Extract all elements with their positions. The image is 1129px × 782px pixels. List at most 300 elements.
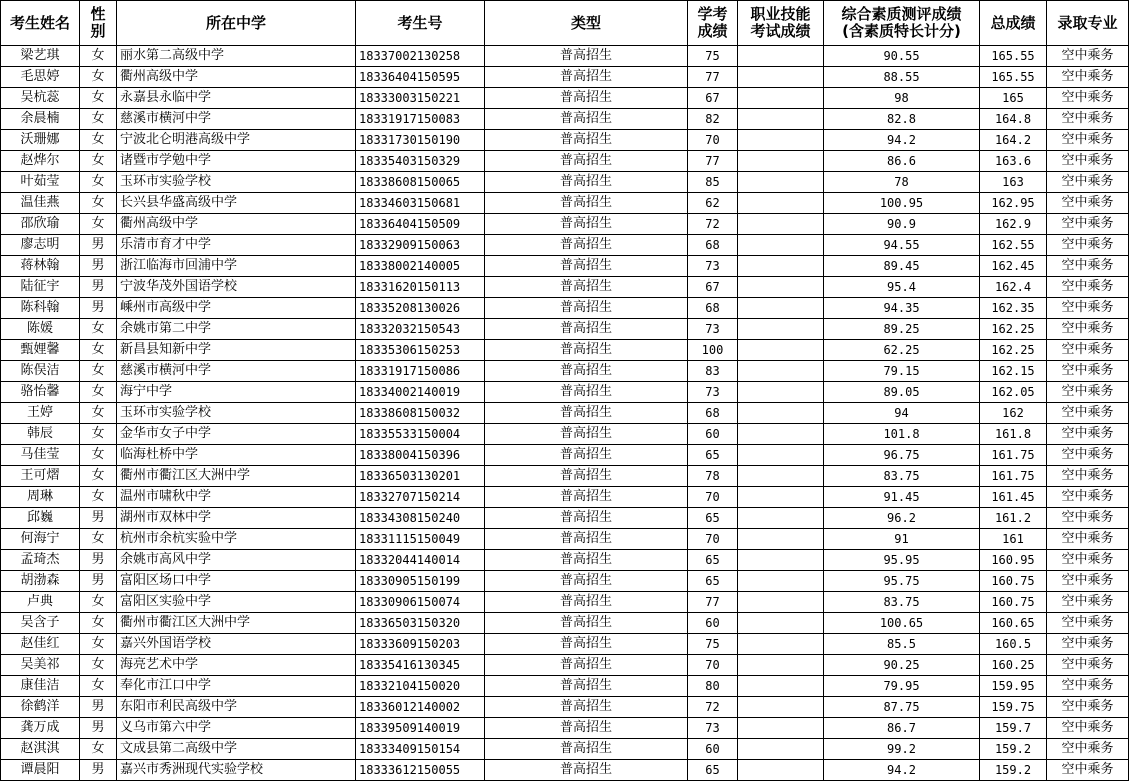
cell-type: 普高招生 — [485, 445, 688, 466]
cell-school: 东阳市利民高级中学 — [117, 697, 356, 718]
cell-gender: 女 — [80, 319, 117, 340]
cell-type: 普高招生 — [485, 298, 688, 319]
cell-name: 韩辰 — [1, 424, 80, 445]
cell-gender: 女 — [80, 655, 117, 676]
cell-gender: 女 — [80, 67, 117, 88]
cell-zy-score — [738, 676, 824, 697]
table-row — [1, 277, 1129, 298]
cell-zy-score — [738, 718, 824, 739]
cell-type: 普高招生 — [485, 151, 688, 172]
cell-type: 普高招生 — [485, 193, 688, 214]
cell-exam-no: 18332909150063 — [356, 235, 485, 256]
header-gender-line1: 性 — [90, 5, 106, 23]
cell-name: 吴美祁 — [1, 655, 80, 676]
cell-school: 文成县第二高级中学 — [117, 739, 356, 760]
cell-exam-no: 18335403150329 — [356, 151, 485, 172]
cell-zh-score: 95.4 — [824, 277, 980, 298]
cell-exam-no: 18337002130258 — [356, 46, 485, 67]
cell-zy-score — [738, 655, 824, 676]
cell-total: 159.75 — [980, 697, 1047, 718]
cell-zy-score — [738, 445, 824, 466]
cell-gender: 女 — [80, 214, 117, 235]
header-total: 总成绩 — [980, 1, 1047, 46]
table-row — [1, 445, 1129, 466]
cell-school: 温州市啸秋中学 — [117, 487, 356, 508]
cell-name: 骆怡馨 — [1, 382, 80, 403]
header-xk-line1: 学考 — [697, 5, 728, 23]
header-zy-line2: 考试成绩 — [750, 22, 811, 40]
cell-xk-score: 60 — [688, 613, 738, 634]
cell-zy-score — [738, 739, 824, 760]
cell-type: 普高招生 — [485, 130, 688, 151]
cell-total: 161.45 — [980, 487, 1047, 508]
cell-school: 嘉兴外国语学校 — [117, 634, 356, 655]
cell-zy-score — [738, 529, 824, 550]
table-row — [1, 613, 1129, 634]
cell-type: 普高招生 — [485, 508, 688, 529]
cell-gender: 女 — [80, 46, 117, 67]
header-xk-score — [688, 1, 738, 46]
cell-type: 普高招生 — [485, 88, 688, 109]
cell-zh-score: 89.05 — [824, 382, 980, 403]
cell-total: 159.7 — [980, 718, 1047, 739]
cell-total: 165.55 — [980, 46, 1047, 67]
cell-total: 160.65 — [980, 613, 1047, 634]
header-row — [1, 1, 1129, 46]
cell-exam-no: 18336012140002 — [356, 697, 485, 718]
cell-name: 余晨楠 — [1, 109, 80, 130]
cell-total: 161 — [980, 529, 1047, 550]
cell-name: 康佳洁 — [1, 676, 80, 697]
table-row — [1, 676, 1129, 697]
cell-xk-score: 70 — [688, 529, 738, 550]
cell-zy-score — [738, 382, 824, 403]
table-row — [1, 697, 1129, 718]
cell-major: 空中乘务 — [1047, 571, 1129, 592]
cell-xk-score: 73 — [688, 718, 738, 739]
table-row — [1, 172, 1129, 193]
cell-major: 空中乘务 — [1047, 214, 1129, 235]
cell-type: 普高招生 — [485, 361, 688, 382]
cell-type: 普高招生 — [485, 46, 688, 67]
cell-exam-no: 18333003150221 — [356, 88, 485, 109]
cell-name: 叶茹莹 — [1, 172, 80, 193]
cell-gender: 男 — [80, 298, 117, 319]
table-row — [1, 67, 1129, 88]
table-row — [1, 655, 1129, 676]
cell-zh-score: 88.55 — [824, 67, 980, 88]
cell-xk-score: 67 — [688, 277, 738, 298]
table-row — [1, 403, 1129, 424]
cell-gender: 女 — [80, 361, 117, 382]
cell-name: 蒋林翰 — [1, 256, 80, 277]
table-row — [1, 46, 1129, 67]
cell-school: 慈溪市横河中学 — [117, 109, 356, 130]
cell-gender: 女 — [80, 382, 117, 403]
cell-gender: 女 — [80, 340, 117, 361]
cell-total: 161.8 — [980, 424, 1047, 445]
cell-exam-no: 18332044140014 — [356, 550, 485, 571]
cell-name: 沃珊娜 — [1, 130, 80, 151]
cell-school: 海亮艺术中学 — [117, 655, 356, 676]
cell-gender: 女 — [80, 739, 117, 760]
cell-exam-no: 18332032150543 — [356, 319, 485, 340]
cell-major: 空中乘务 — [1047, 277, 1129, 298]
cell-major: 空中乘务 — [1047, 109, 1129, 130]
cell-total: 162.9 — [980, 214, 1047, 235]
header-xk-line2: 成绩 — [697, 22, 728, 40]
cell-major: 空中乘务 — [1047, 508, 1129, 529]
cell-total: 163.6 — [980, 151, 1047, 172]
cell-xk-score: 75 — [688, 634, 738, 655]
cell-type: 普高招生 — [485, 403, 688, 424]
cell-school: 长兴县华盛高级中学 — [117, 193, 356, 214]
cell-xk-score: 77 — [688, 151, 738, 172]
cell-zh-score: 89.45 — [824, 256, 980, 277]
cell-zh-score: 94.55 — [824, 235, 980, 256]
cell-major: 空中乘务 — [1047, 466, 1129, 487]
cell-xk-score: 83 — [688, 361, 738, 382]
cell-gender: 男 — [80, 508, 117, 529]
cell-major: 空中乘务 — [1047, 151, 1129, 172]
cell-gender: 男 — [80, 256, 117, 277]
cell-name: 陆征宇 — [1, 277, 80, 298]
table-body — [1, 46, 1129, 781]
cell-zy-score — [738, 466, 824, 487]
cell-gender: 女 — [80, 445, 117, 466]
cell-zh-score: 100.95 — [824, 193, 980, 214]
cell-xk-score: 75 — [688, 46, 738, 67]
cell-type: 普高招生 — [485, 382, 688, 403]
cell-school: 浙江临海市回浦中学 — [117, 256, 356, 277]
table-row — [1, 88, 1129, 109]
cell-zy-score — [738, 46, 824, 67]
cell-exam-no: 18331115150049 — [356, 529, 485, 550]
cell-xk-score: 60 — [688, 424, 738, 445]
cell-major: 空中乘务 — [1047, 634, 1129, 655]
cell-zy-score — [738, 613, 824, 634]
cell-school: 诸暨市学勉中学 — [117, 151, 356, 172]
cell-name: 龚万成 — [1, 718, 80, 739]
cell-major: 空中乘务 — [1047, 760, 1129, 781]
cell-type: 普高招生 — [485, 697, 688, 718]
cell-xk-score: 77 — [688, 67, 738, 88]
header-gender-line2: 别 — [90, 22, 106, 40]
cell-total: 159.2 — [980, 760, 1047, 781]
table-row — [1, 109, 1129, 130]
cell-zh-score: 89.25 — [824, 319, 980, 340]
cell-zh-score: 86.6 — [824, 151, 980, 172]
cell-gender: 女 — [80, 151, 117, 172]
cell-gender: 女 — [80, 424, 117, 445]
cell-school: 嘉兴市秀洲现代实验学校 — [117, 760, 356, 781]
cell-gender: 女 — [80, 193, 117, 214]
cell-zy-score — [738, 298, 824, 319]
cell-name: 马佳莹 — [1, 445, 80, 466]
table-row — [1, 256, 1129, 277]
cell-exam-no: 18338002140005 — [356, 256, 485, 277]
table-row — [1, 466, 1129, 487]
table-row — [1, 151, 1129, 172]
header-gender — [80, 1, 117, 46]
table-row — [1, 130, 1129, 151]
cell-exam-no: 18338608150065 — [356, 172, 485, 193]
cell-major: 空中乘务 — [1047, 46, 1129, 67]
cell-name: 梁艺琪 — [1, 46, 80, 67]
cell-type: 普高招生 — [485, 487, 688, 508]
table-row — [1, 235, 1129, 256]
cell-exam-no: 18334603150681 — [356, 193, 485, 214]
cell-zh-score: 95.75 — [824, 571, 980, 592]
cell-exam-no: 18334002140019 — [356, 382, 485, 403]
cell-type: 普高招生 — [485, 739, 688, 760]
cell-zy-score — [738, 592, 824, 613]
cell-zh-score: 91.45 — [824, 487, 980, 508]
cell-major: 空中乘务 — [1047, 592, 1129, 613]
cell-name: 徐鹤洋 — [1, 697, 80, 718]
cell-exam-no: 18332104150020 — [356, 676, 485, 697]
cell-name: 卢典 — [1, 592, 80, 613]
table-row — [1, 529, 1129, 550]
cell-school: 富阳区实验中学 — [117, 592, 356, 613]
cell-type: 普高招生 — [485, 592, 688, 613]
cell-exam-no: 18338004150396 — [356, 445, 485, 466]
header-name: 考生姓名 — [1, 1, 80, 46]
cell-zh-score: 100.65 — [824, 613, 980, 634]
cell-type: 普高招生 — [485, 319, 688, 340]
table-row — [1, 319, 1129, 340]
cell-gender: 男 — [80, 571, 117, 592]
cell-school: 丽水第二高级中学 — [117, 46, 356, 67]
cell-zy-score — [738, 67, 824, 88]
cell-xk-score: 85 — [688, 172, 738, 193]
cell-zh-score: 91 — [824, 529, 980, 550]
cell-gender: 女 — [80, 529, 117, 550]
cell-name: 胡渤森 — [1, 571, 80, 592]
cell-name: 陈俣洁 — [1, 361, 80, 382]
cell-total: 159.2 — [980, 739, 1047, 760]
cell-xk-score: 68 — [688, 403, 738, 424]
cell-zh-score: 83.75 — [824, 592, 980, 613]
cell-xk-score: 100 — [688, 340, 738, 361]
cell-xk-score: 73 — [688, 319, 738, 340]
cell-school: 嵊州市高级中学 — [117, 298, 356, 319]
cell-exam-no: 18338608150032 — [356, 403, 485, 424]
cell-gender: 男 — [80, 277, 117, 298]
cell-gender: 女 — [80, 634, 117, 655]
table-row — [1, 298, 1129, 319]
cell-xk-score: 72 — [688, 697, 738, 718]
cell-xk-score: 72 — [688, 214, 738, 235]
cell-zy-score — [738, 760, 824, 781]
cell-type: 普高招生 — [485, 109, 688, 130]
cell-type: 普高招生 — [485, 676, 688, 697]
cell-major: 空中乘务 — [1047, 172, 1129, 193]
cell-exam-no: 18339509140019 — [356, 718, 485, 739]
cell-gender: 女 — [80, 130, 117, 151]
cell-xk-score: 77 — [688, 592, 738, 613]
cell-xk-score: 73 — [688, 382, 738, 403]
cell-school: 玉环市实验学校 — [117, 172, 356, 193]
cell-school: 宁波华茂外国语学校 — [117, 277, 356, 298]
cell-major: 空中乘务 — [1047, 529, 1129, 550]
cell-type: 普高招生 — [485, 235, 688, 256]
cell-zh-score: 95.95 — [824, 550, 980, 571]
cell-exam-no: 18331620150113 — [356, 277, 485, 298]
cell-gender: 男 — [80, 550, 117, 571]
cell-school: 永嘉县永临中学 — [117, 88, 356, 109]
table-row — [1, 718, 1129, 739]
cell-total: 162.95 — [980, 193, 1047, 214]
cell-school: 杭州市余杭实验中学 — [117, 529, 356, 550]
cell-zh-score: 99.2 — [824, 739, 980, 760]
cell-name: 甄娌馨 — [1, 340, 80, 361]
cell-major: 空中乘务 — [1047, 718, 1129, 739]
cell-name: 赵淇淇 — [1, 739, 80, 760]
cell-zh-score: 62.25 — [824, 340, 980, 361]
cell-zh-score: 101.8 — [824, 424, 980, 445]
cell-gender: 女 — [80, 88, 117, 109]
cell-exam-no: 18335416130345 — [356, 655, 485, 676]
cell-school: 临海杜桥中学 — [117, 445, 356, 466]
cell-total: 162.25 — [980, 319, 1047, 340]
cell-zy-score — [738, 235, 824, 256]
cell-gender: 女 — [80, 676, 117, 697]
cell-school: 富阳区场口中学 — [117, 571, 356, 592]
cell-name: 赵佳红 — [1, 634, 80, 655]
cell-school: 余姚市高风中学 — [117, 550, 356, 571]
cell-type: 普高招生 — [485, 634, 688, 655]
cell-xk-score: 70 — [688, 130, 738, 151]
cell-type: 普高招生 — [485, 67, 688, 88]
cell-exam-no: 18333609150203 — [356, 634, 485, 655]
cell-total: 161.75 — [980, 445, 1047, 466]
cell-school: 新昌县知新中学 — [117, 340, 356, 361]
cell-xk-score: 70 — [688, 487, 738, 508]
cell-name: 毛思婷 — [1, 67, 80, 88]
table-row — [1, 424, 1129, 445]
cell-exam-no: 18330906150074 — [356, 592, 485, 613]
cell-major: 空中乘务 — [1047, 403, 1129, 424]
cell-exam-no: 18334308150240 — [356, 508, 485, 529]
cell-zy-score — [738, 193, 824, 214]
cell-zh-score: 78 — [824, 172, 980, 193]
table-row — [1, 739, 1129, 760]
cell-gender: 女 — [80, 592, 117, 613]
cell-major: 空中乘务 — [1047, 676, 1129, 697]
cell-school: 乐清市育才中学 — [117, 235, 356, 256]
cell-major: 空中乘务 — [1047, 361, 1129, 382]
cell-xk-score: 60 — [688, 739, 738, 760]
cell-total: 164.2 — [980, 130, 1047, 151]
cell-name: 谭晨阳 — [1, 760, 80, 781]
cell-zh-score: 79.95 — [824, 676, 980, 697]
cell-major: 空中乘务 — [1047, 487, 1129, 508]
cell-total: 162.45 — [980, 256, 1047, 277]
table-row — [1, 361, 1129, 382]
cell-zy-score — [738, 256, 824, 277]
cell-zy-score — [738, 319, 824, 340]
cell-major: 空中乘务 — [1047, 424, 1129, 445]
cell-xk-score: 70 — [688, 655, 738, 676]
cell-xk-score: 65 — [688, 445, 738, 466]
cell-xk-score: 68 — [688, 298, 738, 319]
cell-total: 162 — [980, 403, 1047, 424]
cell-xk-score: 65 — [688, 550, 738, 571]
cell-type: 普高招生 — [485, 529, 688, 550]
cell-zh-score: 96.2 — [824, 508, 980, 529]
cell-name: 孟琦杰 — [1, 550, 80, 571]
cell-zy-score — [738, 340, 824, 361]
cell-total: 164.8 — [980, 109, 1047, 130]
cell-name: 廖志明 — [1, 235, 80, 256]
cell-type: 普高招生 — [485, 655, 688, 676]
header-type: 类型 — [485, 1, 688, 46]
header-major: 录取专业 — [1047, 1, 1129, 46]
table-row — [1, 487, 1129, 508]
cell-name: 邱巍 — [1, 508, 80, 529]
cell-xk-score: 65 — [688, 571, 738, 592]
cell-zy-score — [738, 508, 824, 529]
cell-exam-no: 18336404150595 — [356, 67, 485, 88]
cell-xk-score: 62 — [688, 193, 738, 214]
cell-zh-score: 98 — [824, 88, 980, 109]
cell-exam-no: 18332707150214 — [356, 487, 485, 508]
cell-major: 空中乘务 — [1047, 382, 1129, 403]
cell-type: 普高招生 — [485, 571, 688, 592]
cell-zy-score — [738, 172, 824, 193]
cell-school: 海宁中学 — [117, 382, 356, 403]
cell-name: 邵欣瑜 — [1, 214, 80, 235]
cell-major: 空中乘务 — [1047, 655, 1129, 676]
cell-exam-no: 18335306150253 — [356, 340, 485, 361]
cell-gender: 女 — [80, 403, 117, 424]
cell-school: 玉环市实验学校 — [117, 403, 356, 424]
cell-type: 普高招生 — [485, 256, 688, 277]
cell-zy-score — [738, 634, 824, 655]
cell-type: 普高招生 — [485, 424, 688, 445]
cell-total: 161.2 — [980, 508, 1047, 529]
cell-exam-no: 18336503150320 — [356, 613, 485, 634]
cell-zy-score — [738, 361, 824, 382]
cell-school: 义乌市第六中学 — [117, 718, 356, 739]
cell-school: 衢州高级中学 — [117, 214, 356, 235]
cell-gender: 女 — [80, 466, 117, 487]
cell-type: 普高招生 — [485, 613, 688, 634]
cell-xk-score: 73 — [688, 256, 738, 277]
cell-major: 空中乘务 — [1047, 445, 1129, 466]
cell-zy-score — [738, 214, 824, 235]
cell-type: 普高招生 — [485, 466, 688, 487]
cell-name: 陈媛 — [1, 319, 80, 340]
cell-exam-no: 18333409150154 — [356, 739, 485, 760]
header-school: 所在中学 — [117, 1, 356, 46]
cell-total: 159.95 — [980, 676, 1047, 697]
cell-zy-score — [738, 697, 824, 718]
header-zy-line1: 职业技能 — [750, 5, 811, 23]
table-row — [1, 193, 1129, 214]
cell-school: 余姚市第二中学 — [117, 319, 356, 340]
cell-major: 空中乘务 — [1047, 340, 1129, 361]
cell-zy-score — [738, 277, 824, 298]
header-zh-line2: (含素质特长计分) — [842, 22, 961, 40]
cell-total: 161.75 — [980, 466, 1047, 487]
cell-name: 王可熠 — [1, 466, 80, 487]
cell-zh-score: 86.7 — [824, 718, 980, 739]
cell-school: 湖州市双林中学 — [117, 508, 356, 529]
cell-xk-score: 68 — [688, 235, 738, 256]
cell-school: 衢州高级中学 — [117, 67, 356, 88]
